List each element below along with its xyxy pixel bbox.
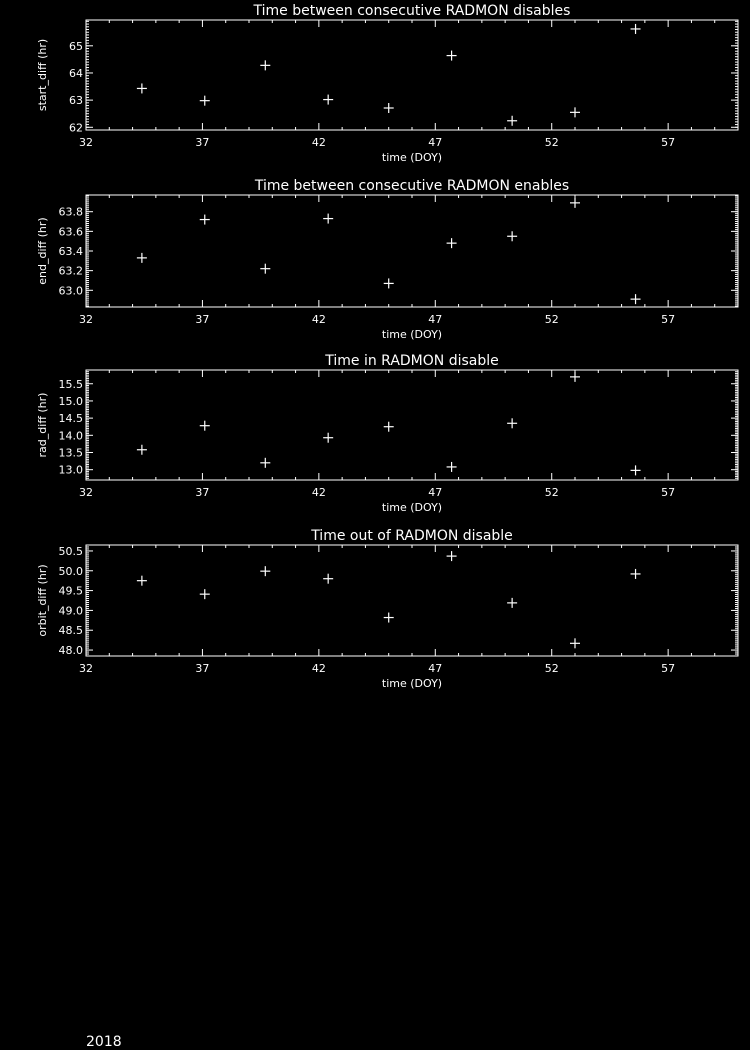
data-point [507,598,517,608]
x-tick-label: 57 [661,662,676,675]
data-point [631,465,641,475]
data-point [323,95,333,105]
y-tick-label: 63.0 [58,284,83,298]
x-tick-label: 57 [661,136,676,149]
x-axis-label: time (DOY) [381,501,443,514]
year-label: 2018 [86,1034,122,1050]
y-tick-label: 49.5 [58,584,83,598]
x-axis-label: time (DOY) [381,328,443,341]
chart-panel-4 [36,528,738,690]
x-tick-label: 32 [79,136,93,149]
data-point [447,238,457,248]
data-point [323,214,333,224]
chart-title: Time in RADMON disable [325,353,499,369]
y-tick-label: 48.5 [58,624,83,638]
y-tick-label: 62 [69,121,83,135]
data-point [200,215,210,225]
y-tick-label: 50.0 [58,564,83,578]
data-point [137,445,147,455]
x-tick-label: 47 [428,486,443,499]
x-tick-label: 32 [79,313,93,326]
x-tick-label: 37 [195,313,210,326]
data-point [137,576,147,586]
data-point [631,24,641,34]
x-tick-label: 37 [195,136,210,149]
y-tick-label: 13.5 [58,446,83,460]
y-tick-label: 63 [69,94,83,108]
plot-frame [86,545,738,656]
data-point [570,198,580,208]
y-tick-label: 15.0 [58,394,83,408]
y-tick-label: 50.5 [58,544,83,558]
y-tick-label: 63.6 [58,225,83,239]
x-tick-label: 47 [428,136,443,149]
data-point [137,253,147,263]
x-tick-label: 42 [311,136,326,149]
x-tick-label: 32 [79,662,93,675]
data-point [200,421,210,431]
data-point [323,574,333,584]
data-point [137,83,147,93]
x-tick-label: 52 [544,486,559,499]
chart-panel-2 [36,178,738,341]
y-tick-label: 48.0 [58,644,83,658]
data-point [631,569,641,579]
x-tick-label: 57 [661,486,676,499]
data-point [570,638,580,648]
x-tick-label: 37 [195,662,210,675]
data-point [200,96,210,106]
data-point [200,589,210,599]
data-point [260,264,270,274]
data-point [447,51,457,61]
y-axis-label: rad_diff (hr) [36,392,49,458]
plot-frame [86,195,738,307]
x-tick-label: 47 [428,662,443,675]
data-point [384,422,394,432]
y-axis-label: start_diff (hr) [36,38,49,112]
data-point [323,433,333,443]
x-tick-label: 47 [428,313,443,326]
y-tick-label: 63.8 [58,205,83,219]
x-tick-label: 52 [544,662,559,675]
y-tick-label: 65 [69,39,83,53]
y-axis-label: orbit_diff (hr) [36,564,49,637]
data-point [507,231,517,241]
x-axis-label: time (DOY) [381,151,443,164]
chart-title: Time between consecutive RADMON enables [254,178,570,194]
x-tick-label: 57 [661,313,676,326]
plot-frame [86,20,738,130]
y-axis-label: end_diff (hr) [36,217,49,285]
data-point [507,116,517,126]
y-tick-label: 14.5 [58,412,83,426]
y-tick-label: 63.4 [58,245,83,258]
data-point [570,372,580,382]
x-tick-label: 52 [544,136,559,149]
chart-panel-3 [36,353,738,514]
data-point [260,60,270,70]
data-point [260,566,270,576]
data-point [260,458,270,468]
chart-title: Time out of RADMON disable [311,528,513,544]
data-point [507,418,517,428]
data-point [570,107,580,117]
data-point [384,613,394,623]
data-point [447,551,457,561]
data-point [384,103,394,113]
y-tick-label: 49.0 [58,604,83,618]
plot-frame [86,370,738,480]
data-point [631,294,641,304]
chart-title: Time between consecutive RADMON disables [253,3,571,19]
y-tick-label: 14.0 [58,429,83,443]
y-tick-label: 15.5 [58,377,83,391]
x-tick-label: 42 [311,662,326,675]
data-point [447,462,457,472]
y-tick-label: 64 [69,66,83,80]
x-tick-label: 32 [79,486,93,499]
y-tick-label: 63.2 [58,264,83,278]
data-point [384,278,394,288]
x-tick-label: 42 [311,486,326,499]
x-tick-label: 37 [195,486,210,499]
y-tick-label: 13.0 [58,463,83,477]
x-tick-label: 52 [544,313,559,326]
x-axis-label: time (DOY) [381,677,443,690]
x-tick-label: 42 [311,313,326,326]
chart-panel-1 [36,3,738,164]
